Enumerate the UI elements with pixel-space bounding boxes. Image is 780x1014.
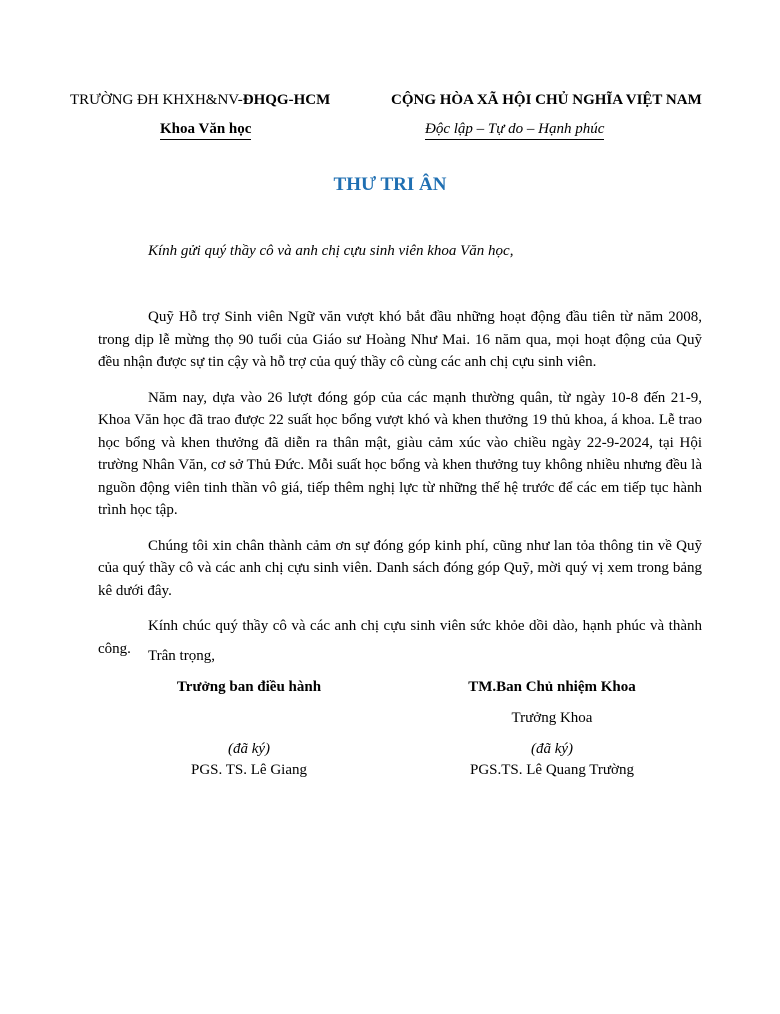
national-motto <box>425 121 604 140</box>
national-motto-text: Độc lập – Tự do – Hạnh phúc <box>425 121 604 140</box>
paragraph-2: Năm nay, dựa vào 26 lượt đóng góp của các mạnh thường quân, từ ngày 10-8 đến 21-9, Khoa Văn học đã trao được 22 suất học bổng vượt khó và khen thưởng 19 thủ khoa, á khoa. Lễ trao học bổng và khen thưởng đã diễn ra thân mật, giàu cảm xúc vào chiều ngày 22-9-2024, tại Hội trường Nhân Văn, cơ sở Thủ Đức. Mỗi suất học bổng và khen thưởng tuy không nhiều nhưng đều là nguồn động viên tinh thần vô giá, tiếp thêm nghị lực từ những thế hệ trước để các em tiếp tục hành trình học tập. <box>98 389 702 518</box>
university-name-bold: ĐHQG-HCM <box>242 92 331 108</box>
right-signature-signed: (đã ký) <box>530 741 574 757</box>
right-signature-role: TM.Ban Chủ nhiệm Khoa <box>468 679 636 695</box>
left-signature-name: PGS. TS. Lê Giang <box>191 762 307 778</box>
left-signature-role: Trưởng ban điều hành <box>176 679 322 695</box>
letter-title: THƯ TRI ÂN <box>333 174 447 195</box>
national-title: CỘNG HÒA XÃ HỘI CHỦ NGHĨA VIỆT NAM <box>391 92 702 108</box>
left-signature-signed: (đã ký) <box>227 741 271 757</box>
faculty-name-text: Khoa Văn học <box>160 121 251 140</box>
paragraph-1: Quỹ Hỗ trợ Sinh viên Ngữ văn vượt khó bắt đầu những hoạt động đầu tiên từ năm 2008, trong dịp lễ mừng thọ 90 tuổi của Giáo sư Hoàng Như Mai. 16 năm qua, mọi hoạt động của Quỹ đều nhận được sự tin cậy và hỗ trợ của quý thầy cô cùng các anh chị cựu sinh viên. <box>98 309 702 370</box>
right-signature-name: PGS.TS. Lê Quang Trường <box>469 762 634 778</box>
paragraph-4: Kính chúc quý thầy cô và các anh chị cựu sinh viên sức khỏe dồi dào, hạnh phúc và thành công. <box>98 618 702 657</box>
closing: Trân trọng, <box>148 648 215 664</box>
university-name-plain: TRƯỜNG ĐH KHXH&NV- <box>70 92 243 108</box>
salutation: Kính gửi quý thầy cô và anh chị cựu sinh viên khoa Văn học, <box>148 243 514 259</box>
letter-body <box>98 306 702 673</box>
university-name <box>70 92 330 109</box>
paragraph-3: Chúng tôi xin chân thành cảm ơn sự đóng góp kinh phí, cũng như lan tỏa thông tin về Quỹ của quý thầy cô và các anh chị cựu sinh viên. Danh sách đóng góp Quỹ, mời quý vị xem trong bảng kê dưới đây. <box>98 537 702 599</box>
faculty-name <box>160 121 251 140</box>
right-signature-subrole: Trưởng Khoa <box>511 710 593 726</box>
